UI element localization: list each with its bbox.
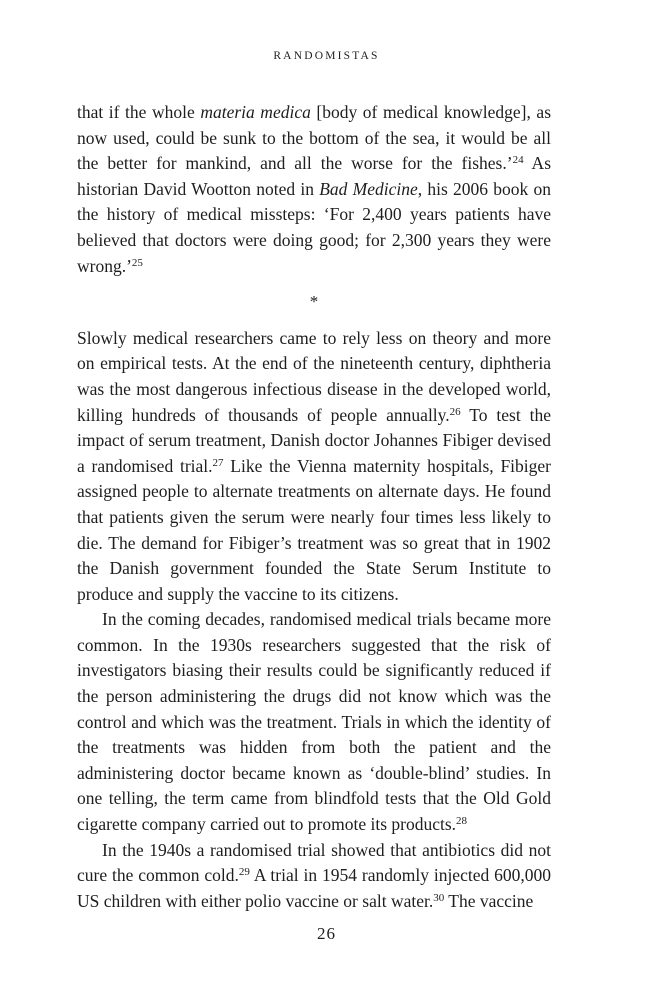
text-run: , his 2006 book on the history of medical missteps: ‘For 2,400 years patients have believed that doctors were doing good; for 2,300 years they were wrong.’ xyxy=(77,178,551,276)
footnote-ref[interactable]: 24 xyxy=(512,154,524,167)
footnote-ref[interactable]: 28 xyxy=(456,815,468,828)
text-run: To test the impact of serum treatment, Danish doctor Johannes Fibiger devised a randomised trial. xyxy=(77,404,551,476)
page-number: 26 xyxy=(317,924,336,943)
body-text xyxy=(77,100,551,914)
text-run: As historian David Wootton noted in xyxy=(77,153,552,199)
text-run: The vaccine xyxy=(444,890,534,911)
paragraph-1 xyxy=(77,100,551,279)
running-head: RANDOMISTAS xyxy=(273,50,380,62)
text-run: A trial in 1954 randomly injected 600,000 US children with either polio vaccine or salt water. xyxy=(77,865,551,911)
footnote-ref[interactable]: 25 xyxy=(131,256,143,269)
paragraph-3 xyxy=(77,607,551,837)
footnote-ref[interactable]: 26 xyxy=(449,405,461,418)
text-run: In the coming decades, randomised medical trials became more common. In the 1930s researchers suggested that the risk of investigators biasing their results could be significantly reduced if the person administering the drugs did not know which was the control and which was the treatment. Trials in which the identity of the treatments was hidden from both the patient and the administering doctor became known as ‘double-blind’ studies. In one telling, the term came from blindfold tests that the Old Gold cigarette company carried out to promote its products. xyxy=(77,609,551,835)
paragraph-4 xyxy=(77,838,551,915)
paragraph-2 xyxy=(77,326,551,608)
text-run: [body of medical knowledge], as now used, could be sunk to the bottom of the sea, it would be all the better for mankind, and all the worse for the fishes.’ xyxy=(77,102,552,174)
text-run: Slowly medical researchers came to rely less on theory and more on empirical tests. At the end of the nineteenth century, diphtheria was the most dangerous infectious disease in the developed world, killing hundreds of thousands of people annually. xyxy=(77,327,551,425)
section-separator: * xyxy=(309,292,319,312)
text-run: that if the whole xyxy=(77,102,201,122)
italic-term: materia medica xyxy=(200,102,311,122)
book-title: Bad Medicine xyxy=(319,178,418,199)
footnote-ref[interactable]: 29 xyxy=(238,866,250,879)
text-run: In the 1940s a randomised trial showed that antibiotics did not cure the common cold. xyxy=(77,839,551,886)
footnote-ref[interactable]: 27 xyxy=(212,456,224,469)
text-run: Like the Vienna maternity hospitals, Fibiger assigned people to alternate treatments on alternate days. He found that patients given the serum were nearly four times less likely to die. The demand for Fibiger’s treatment was so great that in 1902 the Danish government founded the State Serum Institute to produce and supply the vaccine to its citizens. xyxy=(77,455,551,604)
footnote-ref[interactable]: 30 xyxy=(433,891,445,904)
